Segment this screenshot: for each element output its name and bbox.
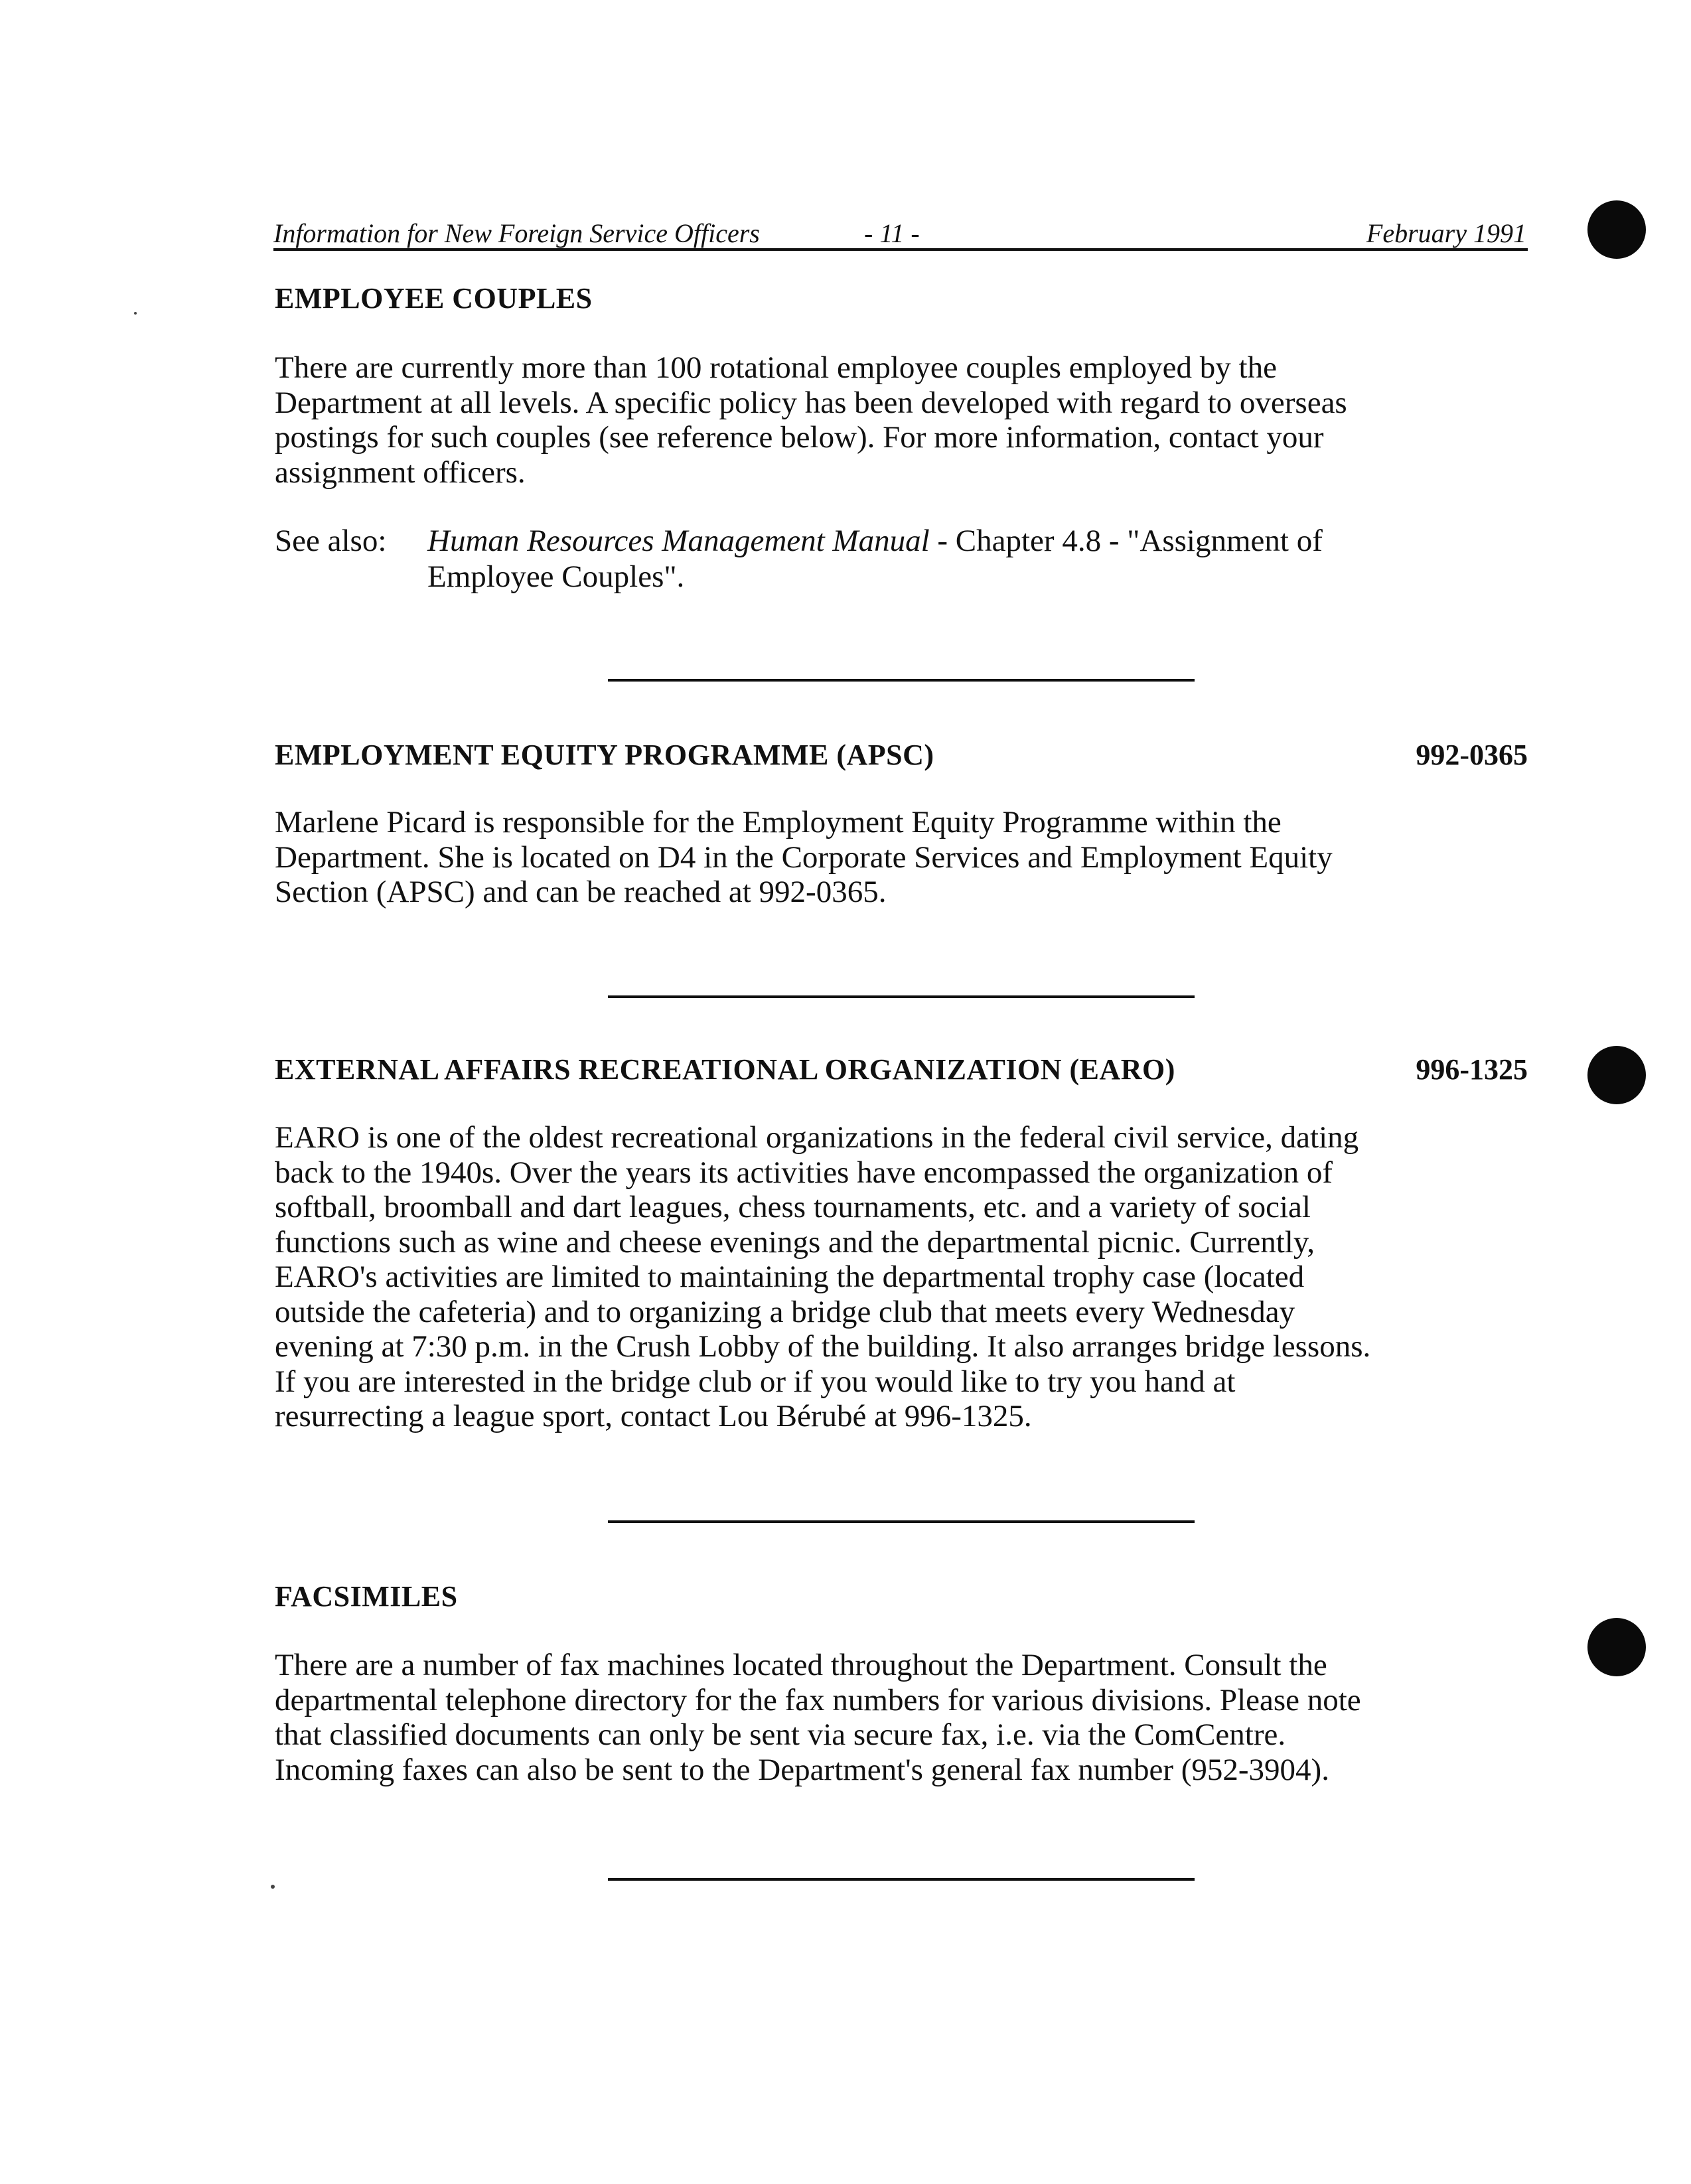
scan-speck	[134, 312, 137, 315]
section-divider	[608, 679, 1195, 682]
section-divider	[608, 995, 1195, 998]
scan-speck	[271, 1885, 275, 1889]
see-also-label: See also:	[275, 524, 387, 558]
section-body-employment-equity: Marlene Picard is responsible for the Employment Equity Programme within the Department. She is located on D4 in the Corporate Services and Employment Equity Section (APSC) and can be reached at 992-0365.	[275, 805, 1333, 909]
section-heading-earo: EXTERNAL AFFAIRS RECREATIONAL ORGANIZATION (EARO)	[275, 1053, 1175, 1086]
section-body-employee-couples: There are currently more than 100 rotational employee couples employed by the Department at all levels. A specific policy has been developed with regard to overseas postings for such couples (see reference below). For more information, contact your assignment officers.	[275, 350, 1347, 490]
section-phone-employment-equity: 992-0365	[1416, 739, 1528, 771]
header-title: Information for New Foreign Service Officers	[273, 218, 760, 248]
running-header	[273, 218, 1526, 250]
header-date: February 1991	[1366, 218, 1526, 248]
header-rule	[273, 248, 1528, 251]
section-heading-facsimiles: FACSIMILES	[275, 1580, 458, 1613]
section-phone-earo: 996-1325	[1416, 1053, 1528, 1086]
binder-hole	[1587, 1618, 1646, 1676]
binder-hole	[1587, 1046, 1646, 1104]
section-body-facsimiles: There are a number of fax machines located throughout the Department. Consult the departmental telephone directory for the fax numbers for various divisions. Please note that classified documents can only be sent via secure fax, i.e. via the ComCentre. Incoming faxes can also be sent to the Department's general fax number (952-3904).	[275, 1648, 1361, 1787]
section-divider	[608, 1878, 1195, 1881]
section-heading-employment-equity: EMPLOYMENT EQUITY PROGRAMME (APSC)	[275, 739, 934, 771]
see-also-detail-line2: Employee Couples".	[427, 559, 685, 594]
page-number: - 11 -	[864, 218, 920, 248]
section-body-earo: EARO is one of the oldest recreational organizations in the federal civil service, dating back to the 1940s. Over the years its activities have encompassed the organization of softball, broomball and dart leagues, chess tournaments, etc. and a variety of social functions such as wine and cheese evenings and the departmental picnic. Currently, EARO's activities are limited to maintaining the departmental trophy case (located outside the cafeteria) and to organizing a bridge club that meets every Wednesday evening at 7:30 p.m. in the Crush Lobby of the building. It also arranges bridge lessons. If you are interested in the bridge club or if you would like to try you hand at resurrecting a league sport, contact Lou Bérubé at 996-1325.	[275, 1120, 1371, 1433]
see-also-body	[427, 523, 1522, 595]
section-divider	[608, 1520, 1195, 1523]
binder-hole	[1587, 200, 1646, 259]
see-also-manual: Human Resources Management Manual	[427, 524, 930, 558]
section-heading-employee-couples: EMPLOYEE COUPLES	[275, 282, 593, 315]
see-also-detail: - Chapter 4.8 - "Assignment of	[929, 524, 1323, 558]
